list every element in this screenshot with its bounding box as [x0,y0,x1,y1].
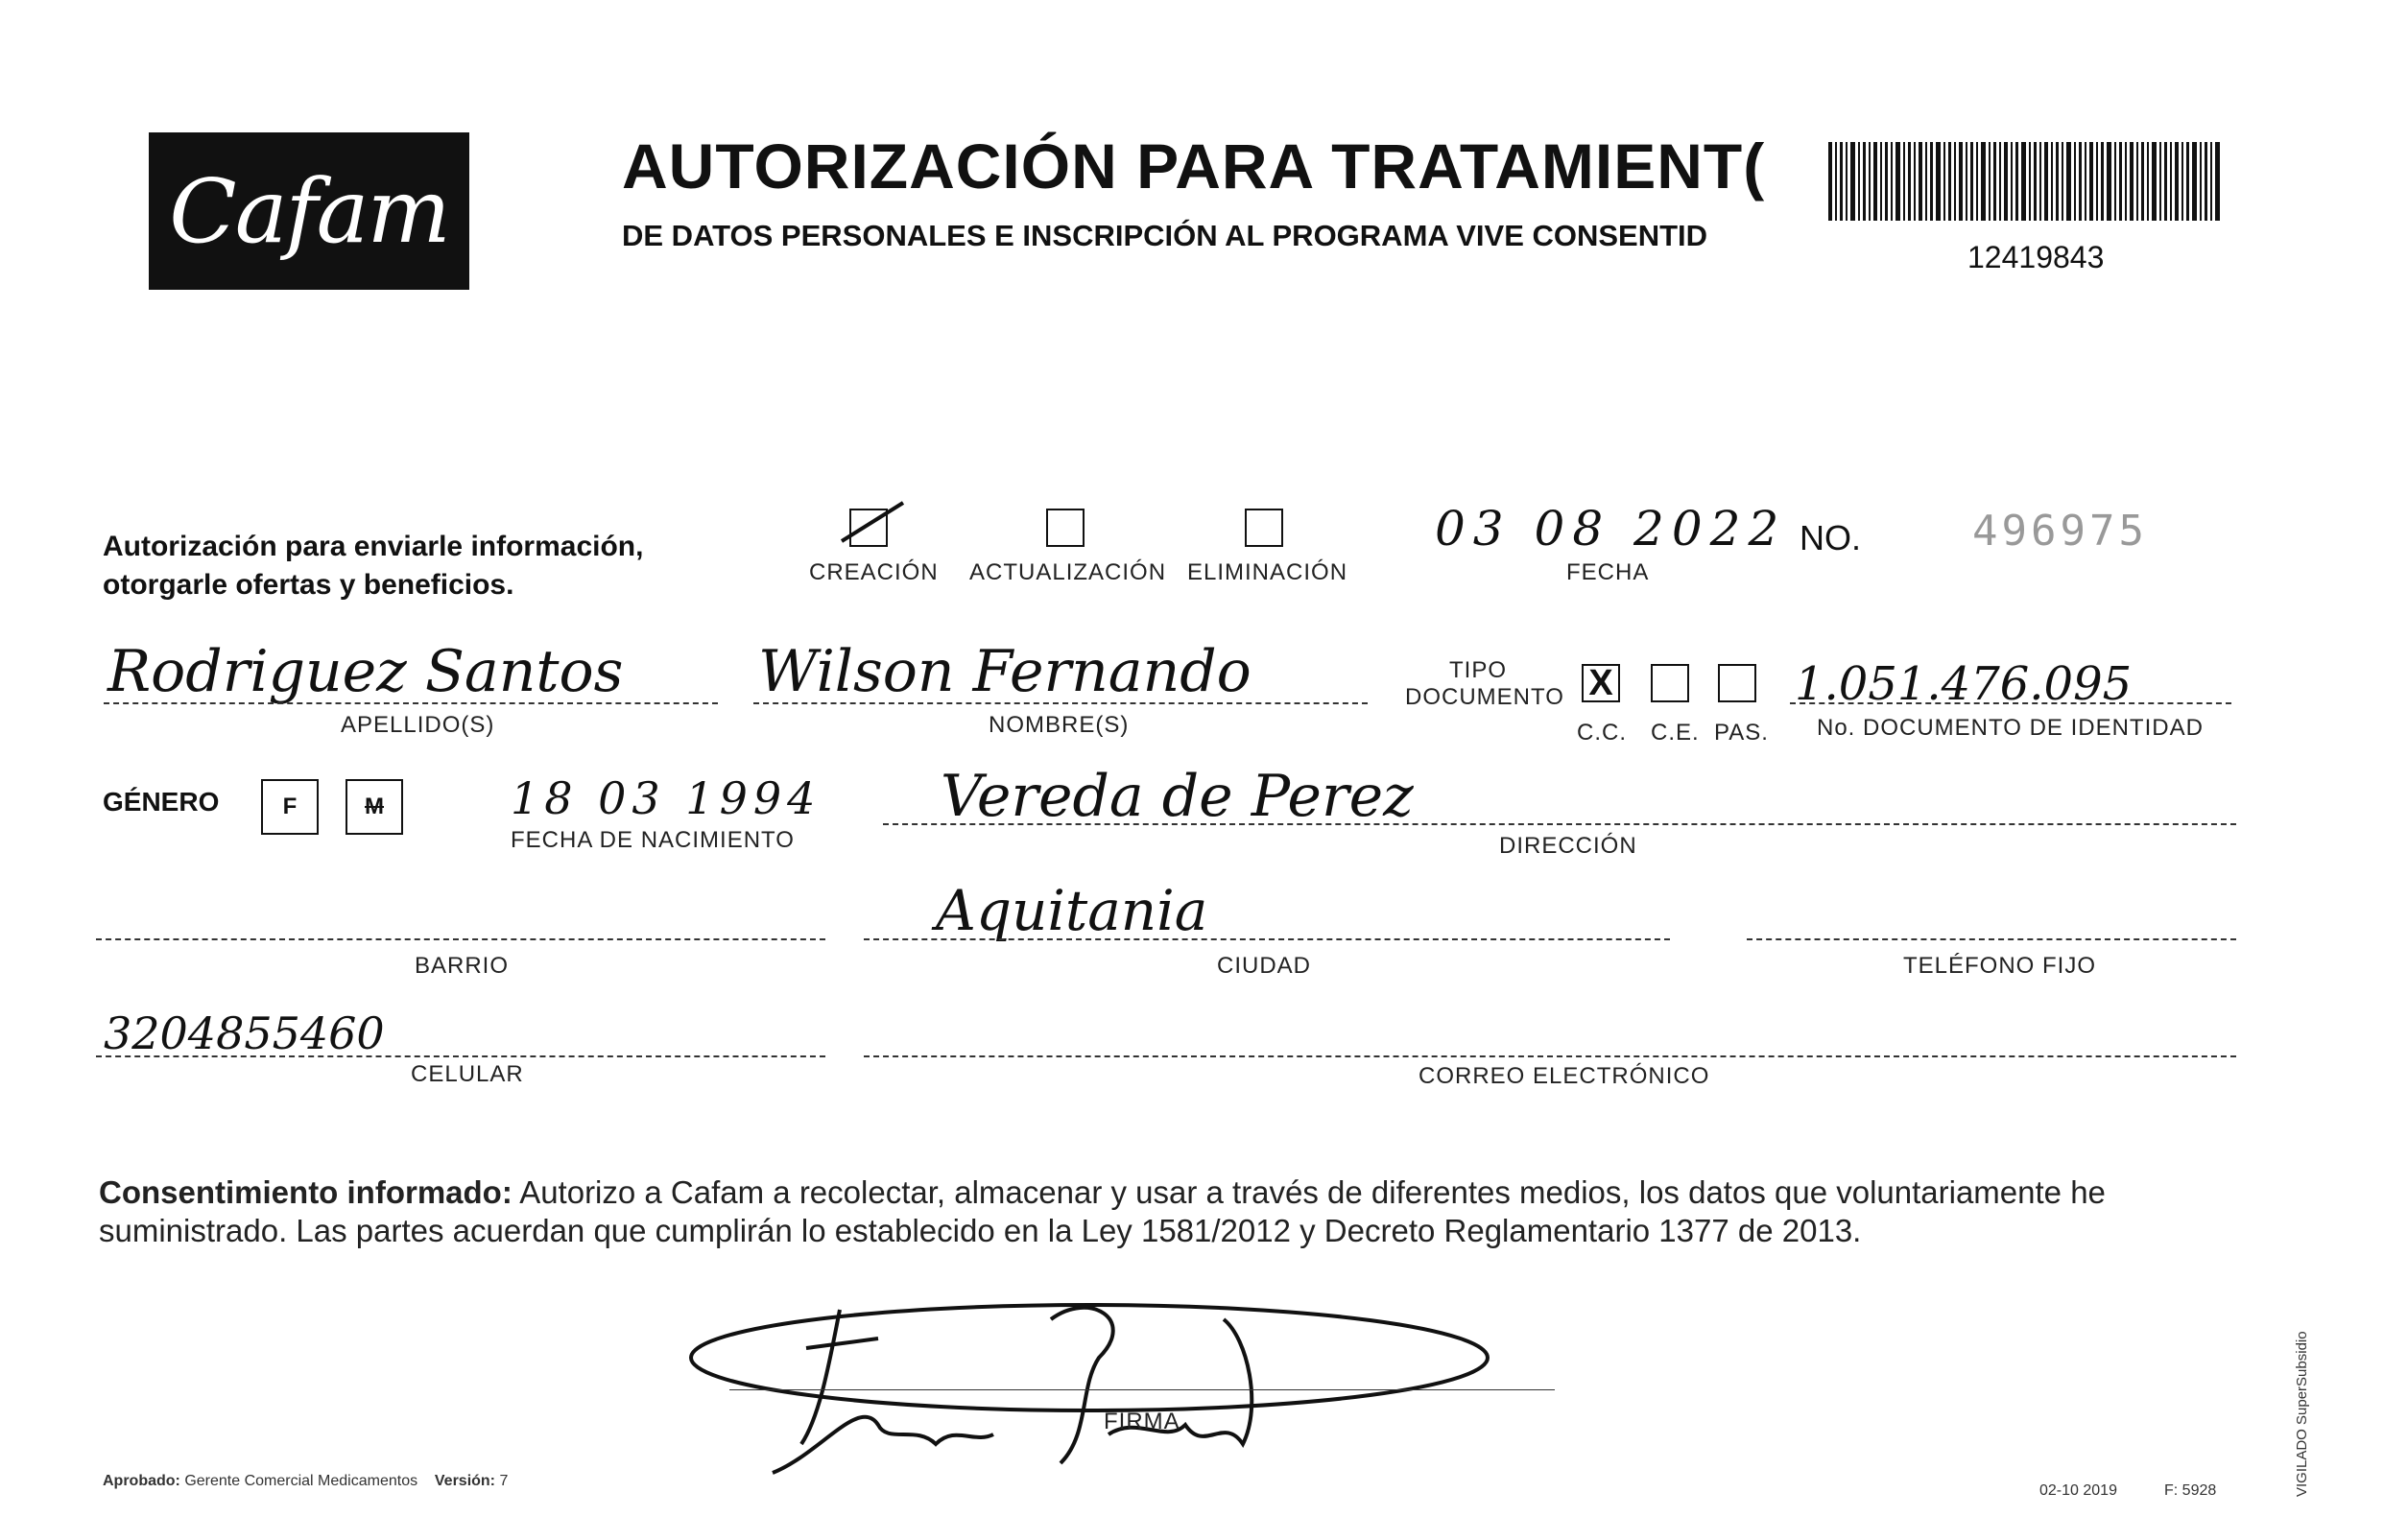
ce-checkbox[interactable] [1651,664,1689,702]
documento-line [1790,702,2231,704]
eliminacion-checkbox[interactable] [1245,509,1283,547]
documento-label: DOCUMENTO [1405,684,1564,710]
ciudad-line [864,938,1670,940]
creacion-label: CREACIÓN [809,559,939,585]
barrio-label: BARRIO [415,953,510,979]
version-label: Versión: [434,1473,496,1489]
consent-paragraph [99,1173,2229,1250]
nombres-label: NOMBRE(S) [989,712,1130,738]
nombres-line [753,702,1368,704]
form-code: F: 5928 [2164,1482,2217,1499]
barcode [1828,142,2222,221]
approved-by: Gerente Comercial Medicamentos [184,1473,418,1489]
cc-checkbox[interactable] [1582,664,1620,702]
apellidos-line [104,702,718,704]
authorization-text-line1: Autorización para enviarle información, [103,531,644,562]
genero-label: GÉNERO [103,787,220,817]
x-mark-icon: X [1588,662,1613,703]
page-subtitle: DE DATOS PERSONALES E INSCRIPCIÓN AL PROGRAMA VIVE CONSENTID [622,219,1708,252]
creacion-checkbox[interactable] [849,509,888,547]
celular-label: CELULAR [411,1061,524,1087]
firma-label: FIRMA [1104,1409,1180,1434]
no-label: NO. [1800,518,1862,557]
fecha-label: FECHA [1566,559,1650,585]
celular-value: 3204855460 [104,1007,385,1059]
telefono-line [1747,938,2236,940]
ciudad-label: CIUDAD [1217,953,1312,979]
cafam-logo: Cafam [149,132,469,290]
page-title: AUTORIZACIÓN PARA TRATAMIENT( [622,130,1766,201]
correo-label: CORREO ELECTRÓNICO [1418,1063,1710,1089]
actualizacion-checkbox[interactable] [1046,509,1085,547]
fecha-nacimiento-value: 18 03 1994 [511,772,822,824]
date-code: 02-10 2019 [2039,1482,2117,1499]
consent-heading: Consentimiento informado: [99,1174,513,1210]
actualizacion-label: ACTUALIZACIÓN [969,559,1167,585]
fecha-nacimiento-label: FECHA DE NACIMIENTO [511,827,795,853]
direccion-label: DIRECCIÓN [1499,833,1637,859]
direccion-value: Vereda de Perez [941,763,1414,830]
barcode-number: 12419843 [1967,240,2105,274]
telefono-label: TELÉFONO FIJO [1903,953,2097,979]
direccion-line [883,823,2236,825]
genero-f-label: F [282,794,298,819]
eliminacion-label: ELIMINACIÓN [1187,559,1348,585]
consent-text: Autorizo a Cafam a recolectar, almacenar y usar a través de diferentes medios, los datos que voluntariamente he suministrado. Las partes acuerdan que cumplirán lo establecido en la Ley 1581/2012 y Decreto Reglamentario 1377 de 2013. [99,1174,2106,1248]
authorization-text-line2: otorgarle ofertas y beneficios. [103,569,514,601]
apellidos-label: APELLIDO(S) [341,712,495,738]
documento-value: 1.051.476.095 [1795,657,2133,711]
check-mark-icon [838,499,907,547]
fecha-value: 03 08 2022 [1435,501,1787,557]
ciudad-value: Aquitania [936,878,1208,943]
genero-m-label: M [365,794,384,819]
version-value: 7 [499,1473,509,1489]
no-value: 496975 [1972,507,2148,556]
pas-label: PAS. [1714,720,1769,746]
barrio-line [96,938,825,940]
genero-f-checkbox[interactable] [261,779,319,835]
approved-label: Aprobado: [103,1473,180,1489]
apellidos-value: Rodriguez Santos [107,638,624,705]
nombres-value: Wilson Fernando [758,638,1252,705]
correo-line [864,1055,2236,1057]
pas-checkbox[interactable] [1718,664,1756,702]
approved-info [103,1473,508,1490]
celular-line [96,1055,825,1057]
cc-label: C.C. [1577,720,1627,746]
signature-scrawl-icon [686,1281,1550,1502]
tipo-label: TIPO [1449,657,1508,683]
documento-numero-label: No. DOCUMENTO DE IDENTIDAD [1817,715,2204,741]
genero-m-checkbox[interactable] [346,779,403,835]
firma-line [729,1389,1555,1390]
ce-label: C.E. [1651,720,1700,746]
side-vigilado-text: VIGILADO SuperSubsidio [2294,1331,2310,1497]
